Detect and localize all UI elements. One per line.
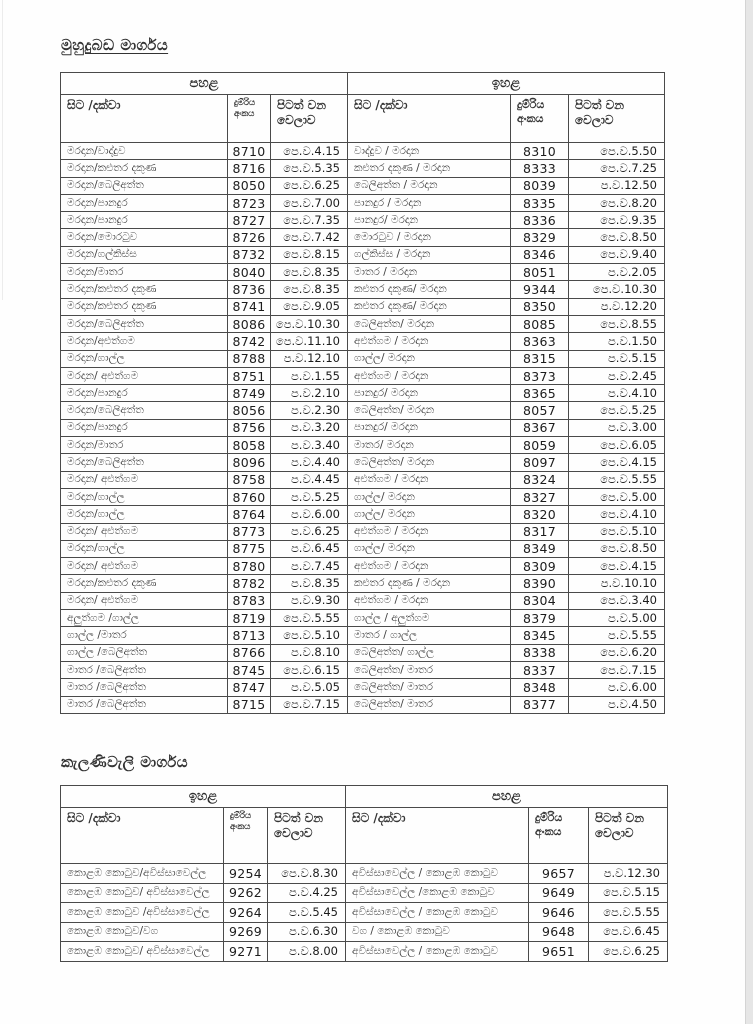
page-left-edge — [2, 0, 3, 300]
train-number-cell: 8349 — [511, 540, 569, 557]
column-header-route: සිට /දක්වා — [61, 808, 224, 864]
train-number-cell: 8336 — [511, 212, 569, 229]
column-header-train-number: දුම්රිය අංකය — [224, 808, 268, 864]
train-number-cell: 8719 — [228, 610, 271, 627]
train-number-cell: 8085 — [511, 315, 569, 332]
timetable-row — [61, 696, 665, 713]
direction-header-up: ඉහළ — [348, 73, 665, 95]
train-number-cell: 9262 — [224, 883, 268, 903]
route-cell: මාතර / ගාල්ල — [348, 627, 511, 644]
route-cell: අළුත්ගම / මරදාන — [348, 592, 511, 609]
train-number-cell: 8742 — [228, 333, 271, 350]
route-cell: පානදුර/ මරදාන — [348, 385, 511, 402]
departure-time-cell: ප.ව.5.25 — [271, 488, 348, 505]
train-number-cell: 8726 — [228, 229, 271, 246]
departure-time-cell: පෙ.ව.3.40 — [569, 592, 665, 609]
timetable-row — [61, 610, 665, 627]
timetable-row — [61, 333, 665, 350]
route-cell: මරදාන/පානදුර — [61, 194, 228, 211]
train-number-cell: 8783 — [228, 592, 271, 609]
route-cell: කළුතර දකුණ / මරදාන — [348, 160, 511, 177]
departure-time-cell: පෙ.ව.11.10 — [271, 333, 348, 350]
departure-time-cell: පෙ.ව.5.10 — [569, 523, 665, 540]
departure-time-cell: පෙ.ව.10.30 — [271, 315, 348, 332]
departure-time-cell: ප.ව.12.10 — [271, 350, 348, 367]
route-cell: මාතර /බෙලිඅත්ත — [61, 696, 228, 713]
route-cell: බෙලිඅත්ත/ ගාල්ල — [348, 644, 511, 661]
train-number-cell: 8317 — [511, 523, 569, 540]
route-cell: ගාල්ල /බෙලිඅත්ත — [61, 644, 228, 661]
train-number-cell: 8365 — [511, 385, 569, 402]
departure-time-cell: පෙ.ව.8.55 — [569, 315, 665, 332]
train-number-cell: 8058 — [228, 437, 271, 454]
departure-time-cell: පෙ.ව.10.30 — [569, 281, 665, 298]
departure-time-cell: ප.ව.2.10 — [271, 385, 348, 402]
departure-time-cell: ප.ව.3.20 — [271, 419, 348, 436]
train-number-cell: 8096 — [228, 454, 271, 471]
train-number-cell: 9646 — [529, 903, 589, 923]
departure-time-cell: ප.ව.2.30 — [271, 402, 348, 419]
departure-time-cell: පෙ.ව.4.15 — [271, 143, 348, 160]
route-cell: මරදාන/පානදුර — [61, 212, 228, 229]
route-cell: මරදාන/වාද්දුව — [61, 143, 228, 160]
route-cell: මරදාන/ අළුත්ගම — [61, 367, 228, 384]
timetable-row — [61, 661, 665, 678]
departure-time-cell: ප.ව.9.30 — [271, 592, 348, 609]
page-edge-shadow — [745, 0, 753, 1024]
timetable-row — [61, 488, 665, 505]
route-cell: අලුත්ගම /ගාල්ල — [61, 610, 228, 627]
timetable-row — [61, 679, 665, 696]
departure-time-cell: පෙ.ව.7.15 — [271, 696, 348, 713]
column-header-train-number: දුම්රිය අංකය — [529, 808, 589, 864]
train-number-cell: 8788 — [228, 350, 271, 367]
timetable-row — [61, 246, 665, 263]
column-header-route: සිට /දක්වා — [61, 95, 228, 143]
departure-time-cell: පෙ.ව.8.35 — [271, 281, 348, 298]
section-title-kelani-valley-line: කැලණිවැලි මාර්ගය — [61, 753, 189, 771]
timetable-row — [61, 454, 665, 471]
departure-time-cell: ප.ව.2.45 — [569, 367, 665, 384]
timetable-row — [61, 471, 665, 488]
train-number-cell: 8782 — [228, 575, 271, 592]
departure-time-cell: ප.ව.10.10 — [569, 575, 665, 592]
departure-time-cell: පෙ.ව.7.25 — [569, 160, 665, 177]
route-cell: මරදාන/ගාල්ල — [61, 488, 228, 505]
train-number-cell: 8310 — [511, 143, 569, 160]
direction-header-up: ඉහළ — [61, 786, 346, 808]
departure-time-cell: පෙ.ව.6.25 — [271, 177, 348, 194]
train-number-cell: 8348 — [511, 679, 569, 696]
departure-time-cell: ප.ව.1.55 — [271, 367, 348, 384]
train-number-cell: 9344 — [511, 281, 569, 298]
route-cell: පානදුර / මරදාන — [348, 194, 511, 211]
route-cell: ගාල්ල/ මරදාන — [348, 488, 511, 505]
route-cell: කළුතර දකුණ / මරදාන — [348, 575, 511, 592]
timetable-row — [61, 194, 665, 211]
train-number-cell: 8780 — [228, 558, 271, 575]
departure-time-cell: පෙ.ව.6.45 — [589, 922, 668, 942]
departure-time-cell: පෙ.ව.9.40 — [569, 246, 665, 263]
route-cell: ගාල්ල / අලුත්ගම — [348, 610, 511, 627]
timetable-row — [61, 644, 665, 661]
route-cell: මොරටුව / මරදාන — [348, 229, 511, 246]
timetable-row — [61, 575, 665, 592]
departure-time-cell: පෙ.ව.6.25 — [589, 942, 668, 962]
departure-time-cell: ප.ව.5.45 — [268, 903, 346, 923]
train-number-cell: 8367 — [511, 419, 569, 436]
departure-time-cell: පෙ.ව.6.15 — [271, 661, 348, 678]
train-number-cell: 8315 — [511, 350, 569, 367]
departure-time-cell: ප.ව.7.45 — [271, 558, 348, 575]
train-number-cell: 8056 — [228, 402, 271, 419]
route-cell: වාද්දුව / මරදාන — [348, 143, 511, 160]
column-header-train-number: දුම්රිය අංකය — [228, 95, 271, 143]
route-cell: පානදුර/ මරදාන — [348, 212, 511, 229]
route-cell: මරදාන/මාතර — [61, 264, 228, 281]
train-number-cell: 8059 — [511, 437, 569, 454]
departure-time-cell: පෙ.ව.5.35 — [271, 160, 348, 177]
route-cell: කොළඹ කොටුව/අවිස්සාවෙල්ල — [61, 864, 224, 884]
train-number-cell: 8051 — [511, 264, 569, 281]
train-number-cell: 8764 — [228, 506, 271, 523]
departure-time-cell: ප.ව.8.10 — [271, 644, 348, 661]
train-number-cell: 8304 — [511, 592, 569, 609]
train-number-cell: 8320 — [511, 506, 569, 523]
route-cell: අවිස්සාවෙල්ල / කොළඹ කොටුව — [346, 864, 529, 884]
departure-time-cell: පෙ.ව.4.10 — [569, 506, 665, 523]
route-cell: බෙලිඅත්ත/ මරදාන — [348, 454, 511, 471]
train-number-cell: 8741 — [228, 298, 271, 315]
timetable-row — [61, 883, 668, 903]
route-cell: මරදාන/බෙලිඅත්ත — [61, 177, 228, 194]
route-cell: කොළඹ කොටුව/ අවිස්සාවෙල්ල — [61, 942, 224, 962]
train-number-cell: 8751 — [228, 367, 271, 384]
departure-time-cell: පෙ.ව.5.55 — [589, 903, 668, 923]
train-number-cell: 8350 — [511, 298, 569, 315]
train-number-cell: 8773 — [228, 523, 271, 540]
timetable-row — [61, 367, 665, 384]
train-number-cell: 8309 — [511, 558, 569, 575]
train-number-cell: 8716 — [228, 160, 271, 177]
column-header-departure-time: පිටත් වන වෙලාව — [271, 95, 348, 143]
departure-time-cell: පෙ.ව.7.35 — [271, 212, 348, 229]
train-number-cell: 8333 — [511, 160, 569, 177]
timetable-row — [61, 298, 665, 315]
timetable-row — [61, 402, 665, 419]
train-number-cell: 8723 — [228, 194, 271, 211]
train-number-cell: 8710 — [228, 143, 271, 160]
train-number-cell: 9269 — [224, 922, 268, 942]
route-cell: අළුත්ගම / මරදාන — [348, 471, 511, 488]
departure-time-cell: ප.ව.5.15 — [569, 350, 665, 367]
column-header-route: සිට /දක්වා — [346, 808, 529, 864]
departure-time-cell: පෙ.ව.9.05 — [271, 298, 348, 315]
departure-time-cell: ප.ව.12.50 — [569, 177, 665, 194]
direction-header-down: පහළ — [346, 786, 668, 808]
route-cell: මරදාන/ගාල්ල — [61, 540, 228, 557]
timetable-row — [61, 212, 665, 229]
timetable-row — [61, 437, 665, 454]
train-number-cell: 8727 — [228, 212, 271, 229]
departure-time-cell: පෙ.ව.8.15 — [271, 246, 348, 263]
coastal-line-rows — [61, 143, 665, 714]
route-cell: මරදාන/කළුතර දකුණ — [61, 298, 228, 315]
route-cell: මරදාන/ගාල්ල — [61, 350, 228, 367]
direction-header-row — [61, 73, 665, 95]
direction-header-row — [61, 786, 668, 808]
train-number-cell: 8736 — [228, 281, 271, 298]
train-number-cell: 8363 — [511, 333, 569, 350]
departure-time-cell: පෙ.ව.4.15 — [569, 558, 665, 575]
timetable-row — [61, 385, 665, 402]
train-number-cell: 8057 — [511, 402, 569, 419]
route-cell: අවිස්සාවෙල්ල / කොළඹ කොටුව — [346, 942, 529, 962]
train-number-cell: 9254 — [224, 864, 268, 884]
timetable-row — [61, 281, 665, 298]
train-number-cell: 9264 — [224, 903, 268, 923]
departure-time-cell: පෙ.ව.6.05 — [569, 437, 665, 454]
train-number-cell: 8086 — [228, 315, 271, 332]
route-cell: ගාල්ල/ මරදාන — [348, 540, 511, 557]
timetable-row — [61, 540, 665, 557]
route-cell: මාතර /බෙලිඅත්ත — [61, 661, 228, 678]
route-cell: බෙලිඅත්ත/ මරදාන — [348, 402, 511, 419]
departure-time-cell: පෙ.ව.7.00 — [271, 194, 348, 211]
route-cell: මරදාන/ගාල්ල — [61, 506, 228, 523]
departure-time-cell: පෙ.ව.5.00 — [569, 488, 665, 505]
route-cell: අවිස්සාවෙල්ල / කොළඹ කොටුව — [346, 903, 529, 923]
departure-time-cell: පෙ.ව.8.50 — [569, 540, 665, 557]
train-number-cell: 8040 — [228, 264, 271, 281]
departure-time-cell: පෙ.ව.5.50 — [569, 143, 665, 160]
timetable-row — [61, 506, 665, 523]
train-number-cell: 9657 — [529, 864, 589, 884]
departure-time-cell: පෙ.ව.5.55 — [271, 610, 348, 627]
timetable-row — [61, 942, 668, 962]
departure-time-cell: පෙ.ව.5.55 — [569, 471, 665, 488]
departure-time-cell: ප.ව.3.00 — [569, 419, 665, 436]
route-cell: මරදාන/බෙලිඅත්ත — [61, 315, 228, 332]
train-number-cell: 8749 — [228, 385, 271, 402]
train-number-cell: 8335 — [511, 194, 569, 211]
route-cell: කළුතර දකුණ/ මරදාන — [348, 298, 511, 315]
train-number-cell: 8039 — [511, 177, 569, 194]
departure-time-cell: පෙ.ව.8.35 — [271, 264, 348, 281]
route-cell: මරදාන/කළුතර දකුණ — [61, 281, 228, 298]
route-cell: මරදාන/ අළුත්ගම — [61, 471, 228, 488]
route-cell: මරදාන/ අළුත්ගම — [61, 558, 228, 575]
route-cell: කළුතර දකුණ/ මරදාන — [348, 281, 511, 298]
train-number-cell: 8390 — [511, 575, 569, 592]
route-cell: මාතර/ මරදාන — [348, 437, 511, 454]
direction-header-down: පහළ — [61, 73, 348, 95]
route-cell: පානදුර/ මරදාන — [348, 419, 511, 436]
departure-time-cell: ප.ව.3.40 — [271, 437, 348, 454]
timetable-row — [61, 177, 665, 194]
route-cell: බෙලිඅත්ත/ මරදාන — [348, 315, 511, 332]
departure-time-cell: ප.ව.1.50 — [569, 333, 665, 350]
timetable-row — [61, 592, 665, 609]
departure-time-cell: ප.ව.5.05 — [271, 679, 348, 696]
column-header-departure-time: පිටත් වන වෙලාව — [569, 95, 665, 143]
train-number-cell: 8379 — [511, 610, 569, 627]
departure-time-cell: ප.ව.8.35 — [271, 575, 348, 592]
route-cell: ගාල්ල/ මරදාන — [348, 506, 511, 523]
train-number-cell: 8713 — [228, 627, 271, 644]
route-cell: කොළඹ කොටුව/වග — [61, 922, 224, 942]
departure-time-cell: පෙ.ව.5.10 — [271, 627, 348, 644]
route-cell: මරදාන/ අළුත්ගම — [61, 523, 228, 540]
timetable-row — [61, 350, 665, 367]
coastal-line-timetable — [60, 72, 665, 714]
train-number-cell: 8345 — [511, 627, 569, 644]
train-number-cell: 8373 — [511, 367, 569, 384]
route-cell: කොළඹ කොටුව /අවිස්සාවෙල්ල — [61, 903, 224, 923]
route-cell: බෙලිඅත්ත / මරදාන — [348, 177, 511, 194]
departure-time-cell: පෙ.ව.7.42 — [271, 229, 348, 246]
route-cell: මරදාන/මොරටුව — [61, 229, 228, 246]
route-cell: බෙලිඅත්ත/ මාතර — [348, 696, 511, 713]
departure-time-cell: පෙ.ව.6.20 — [569, 644, 665, 661]
timetable-row — [61, 864, 668, 884]
section-title-coastal-line: මුහුදුබඩ මාර්ගය — [61, 36, 169, 54]
train-number-cell: 9271 — [224, 942, 268, 962]
departure-time-cell: ප.ව.8.00 — [268, 942, 346, 962]
departure-time-cell: ප.ව.4.10 — [569, 385, 665, 402]
timetable-row — [61, 229, 665, 246]
timetable-row — [61, 558, 665, 575]
timetable-row — [61, 903, 668, 923]
departure-time-cell: පෙ.ව.5.15 — [589, 883, 668, 903]
route-cell: මරදාන/බෙලිඅත්ත — [61, 402, 228, 419]
train-number-cell: 8760 — [228, 488, 271, 505]
departure-time-cell: ප.ව.5.55 — [569, 627, 665, 644]
departure-time-cell: ප.ව.2.05 — [569, 264, 665, 281]
timetable-row — [61, 627, 665, 644]
train-number-cell: 8329 — [511, 229, 569, 246]
route-cell: කොළඹ කොටුව/ අවිස්සාවෙල්ල — [61, 883, 224, 903]
train-number-cell: 8732 — [228, 246, 271, 263]
departure-time-cell: ප.ව.12.30 — [589, 864, 668, 884]
train-number-cell: 8756 — [228, 419, 271, 436]
departure-time-cell: ප.ව.6.30 — [268, 922, 346, 942]
route-cell: මරදාන/ගල්කිස්ස — [61, 246, 228, 263]
route-cell: අළුත්ගම / මරදාන — [348, 558, 511, 575]
route-cell: මරදාන/බෙලිඅත්ත — [61, 454, 228, 471]
timetable-row — [61, 419, 665, 436]
timetable-row — [61, 315, 665, 332]
route-cell: මරදාන/පානදුර — [61, 419, 228, 436]
departure-time-cell: ප.ව.6.45 — [271, 540, 348, 557]
route-cell: මාතර / මරදාන — [348, 264, 511, 281]
train-number-cell: 8337 — [511, 661, 569, 678]
column-header-route: සිට /දක්වා — [348, 95, 511, 143]
route-cell: ගාල්ල /මාතර — [61, 627, 228, 644]
route-cell: මාතර /බෙලිඅත්ත — [61, 679, 228, 696]
route-cell: අළුත්ගම / මරදාන — [348, 367, 511, 384]
train-number-cell: 8346 — [511, 246, 569, 263]
train-number-cell: 8327 — [511, 488, 569, 505]
departure-time-cell: ප.ව.5.00 — [569, 610, 665, 627]
departure-time-cell: ප.ව.6.00 — [271, 506, 348, 523]
timetable-row — [61, 264, 665, 281]
column-header-departure-time: පිටත් වන වෙලාව — [268, 808, 346, 864]
train-number-cell: 8766 — [228, 644, 271, 661]
departure-time-cell: පෙ.ව.8.50 — [569, 229, 665, 246]
train-number-cell: 8715 — [228, 696, 271, 713]
train-number-cell: 8324 — [511, 471, 569, 488]
departure-time-cell: පෙ.ව.8.20 — [569, 194, 665, 211]
route-cell: ගල්කිස්ස / මරදාන — [348, 246, 511, 263]
departure-time-cell: ප.ව.4.40 — [271, 454, 348, 471]
timetable-row — [61, 160, 665, 177]
kelani-valley-timetable — [60, 785, 668, 962]
train-number-cell: 8745 — [228, 661, 271, 678]
column-header-row — [61, 808, 668, 864]
departure-time-cell: ප.ව.12.20 — [569, 298, 665, 315]
route-cell: අවිස්සාවෙල්ල /කොළඹ කොටුව — [346, 883, 529, 903]
departure-time-cell: ප.ව.4.25 — [268, 883, 346, 903]
route-cell: මරදාන/මාතර — [61, 437, 228, 454]
route-cell: ගාල්ල/ මරදාන — [348, 350, 511, 367]
route-cell: බෙලිඅත්ත/ මාතර — [348, 679, 511, 696]
kelani-valley-rows — [61, 864, 668, 962]
train-number-cell: 9651 — [529, 942, 589, 962]
route-cell: මරදාන/ අළුත්ගම — [61, 592, 228, 609]
train-number-cell: 9649 — [529, 883, 589, 903]
timetable-row — [61, 922, 668, 942]
timetable-row — [61, 523, 665, 540]
route-cell: මරදාන/කළුතර දකුණ — [61, 575, 228, 592]
column-header-departure-time: පිටත් වන වෙලාව — [589, 808, 668, 864]
train-number-cell: 8097 — [511, 454, 569, 471]
route-cell: මරදාන/කළුතර දකුණ — [61, 160, 228, 177]
train-number-cell: 8050 — [228, 177, 271, 194]
departure-time-cell: පෙ.ව.8.30 — [268, 864, 346, 884]
timetable-row — [61, 143, 665, 160]
departure-time-cell: ප.ව.4.45 — [271, 471, 348, 488]
route-cell: අළුත්ගම / මරදාන — [348, 333, 511, 350]
departure-time-cell: පෙ.ව.5.25 — [569, 402, 665, 419]
column-header-train-number: දුම්රිය අංකය — [511, 95, 569, 143]
train-number-cell: 8338 — [511, 644, 569, 661]
route-cell: වග / කොළඹ කොටුව — [346, 922, 529, 942]
train-number-cell: 8775 — [228, 540, 271, 557]
train-number-cell: 8377 — [511, 696, 569, 713]
train-number-cell: 8747 — [228, 679, 271, 696]
route-cell: මරදාන/පානදුර — [61, 385, 228, 402]
departure-time-cell: පෙ.ව.7.15 — [569, 661, 665, 678]
departure-time-cell: ප.ව.6.00 — [569, 679, 665, 696]
departure-time-cell: පෙ.ව.4.15 — [569, 454, 665, 471]
train-number-cell: 8758 — [228, 471, 271, 488]
route-cell: අළුත්ගම / මරදාන — [348, 523, 511, 540]
departure-time-cell: ප.ව.6.25 — [271, 523, 348, 540]
route-cell: බෙලිඅත්ත/ මාතර — [348, 661, 511, 678]
route-cell: මරදාන/අළුත්ගම — [61, 333, 228, 350]
departure-time-cell: පෙ.ව.9.35 — [569, 212, 665, 229]
train-number-cell: 9648 — [529, 922, 589, 942]
departure-time-cell: ප.ව.4.50 — [569, 696, 665, 713]
column-header-row — [61, 95, 665, 143]
